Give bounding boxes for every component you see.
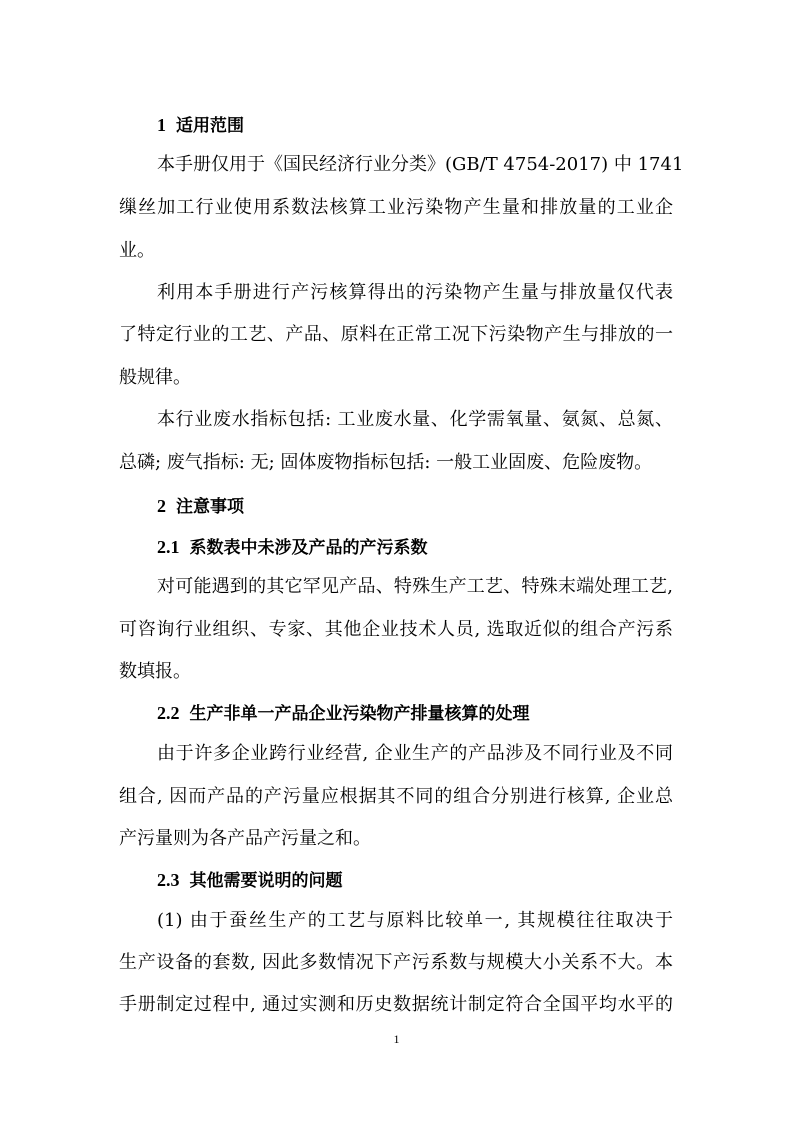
subsection-number: 2.3 bbox=[157, 870, 180, 890]
paragraph-line: 总磷; 废气指标: 无; 固体废物指标包括: 一般工业固废、危险废物。 bbox=[119, 452, 653, 473]
paragraph-line: 了特定行业的工艺、产品、原料在正常工况下污染物产生与排放的一 bbox=[119, 324, 673, 345]
paragraph-line: 本手册仅用于《国民经济行业分类》(GB/T 4754-2017) 中 1741 bbox=[157, 154, 684, 175]
section-number: 2 bbox=[157, 496, 166, 516]
section-heading bbox=[157, 495, 244, 518]
subsection-number: 2.1 bbox=[157, 537, 180, 557]
section-number: 1 bbox=[157, 115, 166, 135]
paragraph-line: 利用本手册进行产污核算得出的污染物产生量与排放量仅代表 bbox=[157, 282, 673, 303]
paragraph-line: 可咨询行业组织、专家、其他企业技术人员, 选取近似的组合产污系 bbox=[119, 619, 673, 640]
subsection-title: 系数表中未涉及产品的产污系数 bbox=[189, 538, 428, 558]
paragraph-line: 业。 bbox=[119, 240, 155, 261]
subsection-title: 生产非单一产品企业污染物产排量核算的处理 bbox=[189, 704, 530, 724]
section-title: 注意事项 bbox=[176, 497, 244, 517]
paragraph-line: 缫丝加工行业使用系数法核算工业污染物产生量和排放量的工业企 bbox=[119, 197, 673, 218]
paragraph-line: 对可能遇到的其它罕见产品、特殊生产工艺、特殊末端处理工艺, bbox=[157, 576, 673, 597]
subsection-heading bbox=[157, 702, 530, 725]
paragraph-line: 本行业废水指标包括: 工业废水量、化学需氧量、氨氮、总氮、 bbox=[157, 409, 673, 430]
paragraph-line: 数填报。 bbox=[119, 661, 191, 682]
paragraph-line: 产污量则为各产品产污量之和。 bbox=[119, 828, 371, 849]
paragraph-line: 由于许多企业跨行业经营, 企业生产的产品涉及不同行业及不同 bbox=[157, 743, 673, 764]
paragraph-line: 手册制定过程中, 通过实测和历史数据统计制定符合全国平均水平的 bbox=[119, 994, 673, 1015]
subsection-heading bbox=[157, 869, 343, 892]
subsection-title: 其他需要说明的问题 bbox=[189, 871, 343, 891]
section-title: 适用范围 bbox=[176, 116, 244, 136]
section-heading bbox=[157, 114, 244, 137]
subsection-heading bbox=[157, 536, 428, 559]
subsection-number: 2.2 bbox=[157, 703, 180, 723]
paragraph-line: 生产设备的套数, 因此多数情况下产污系数与规模大小关系不大。本 bbox=[119, 952, 673, 973]
paragraph-line: (1) 由于蚕丝生产的工艺与原料比较单一, 其规模往往取决于 bbox=[157, 910, 673, 931]
paragraph-line: 组合, 因而产品的产污量应根据其不同的组合分别进行核算, 企业总 bbox=[119, 786, 673, 807]
paragraph-line: 般规律。 bbox=[119, 367, 191, 388]
page-number: 1 bbox=[393, 1032, 400, 1046]
